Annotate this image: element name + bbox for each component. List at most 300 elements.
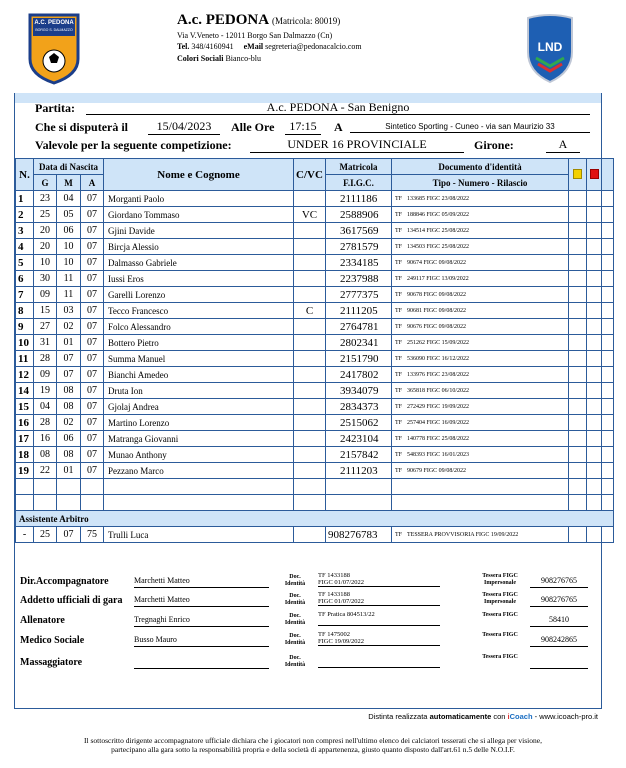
table-row xyxy=(16,335,614,351)
birth-year: 07 xyxy=(81,287,104,303)
table-row xyxy=(16,223,614,239)
red-card-cell xyxy=(587,367,602,383)
player-name: Garelli Lorenzo xyxy=(104,287,294,303)
distinta-mid: con xyxy=(493,712,506,721)
table-header-row xyxy=(16,159,614,175)
red-card-cell xyxy=(587,447,602,463)
empty-cell xyxy=(326,479,392,495)
staff-label: Addetto ufficiali di gara xyxy=(20,595,123,606)
player-name: Tecco Francesco xyxy=(104,303,294,319)
col-yellow xyxy=(569,159,587,191)
birth-year: 07 xyxy=(81,431,104,447)
empty-cell xyxy=(392,495,569,511)
table-row xyxy=(16,399,614,415)
birth-day: 16 xyxy=(34,431,57,447)
player-name: Giordano Tommaso xyxy=(104,207,294,223)
doc-value: 251262 FIGC 15/09/2022 xyxy=(407,339,470,346)
doc-value: 90674 FIGC 09/08/2022 xyxy=(407,259,467,266)
birth-year: 07 xyxy=(81,463,104,479)
birth-year: 07 xyxy=(81,239,104,255)
doc-value: 257404 FIGC 16/09/2022 xyxy=(407,419,470,426)
birth-day: 28 xyxy=(34,351,57,367)
table-row xyxy=(16,463,614,479)
lnd-text: LND xyxy=(537,40,563,54)
player-cvc xyxy=(294,335,326,351)
birth-day: 08 xyxy=(34,447,57,463)
club-name xyxy=(177,12,340,29)
birth-year: 07 xyxy=(81,399,104,415)
doc-type: TF xyxy=(395,291,403,298)
red-card-cell xyxy=(587,271,602,287)
player-matricola: 2423104 xyxy=(326,431,392,447)
doc-type: TF xyxy=(395,371,403,378)
arbitro-m: 07 xyxy=(57,527,81,543)
birth-year: 07 xyxy=(81,207,104,223)
player-document xyxy=(392,351,569,367)
player-document xyxy=(392,223,569,239)
player-matricola: 2237988 xyxy=(326,271,392,287)
col-g: G xyxy=(34,175,57,191)
player-name: Summa Manuel xyxy=(104,351,294,367)
birth-month: 06 xyxy=(57,431,81,447)
player-number: 12 xyxy=(16,367,34,383)
player-cvc xyxy=(294,319,326,335)
player-cvc xyxy=(294,367,326,383)
table-row xyxy=(16,431,614,447)
extra-cell xyxy=(602,335,614,351)
email-value: segreteria@pedonacalcio.com xyxy=(265,42,362,51)
col-figc: F.I.G.C. xyxy=(326,175,392,191)
tessera-value xyxy=(530,657,588,669)
doc-value: 536090 FIGC 16/12/2022 xyxy=(407,355,470,362)
girone-label: Girone: xyxy=(474,138,514,152)
player-cvc xyxy=(294,383,326,399)
girone-value: A xyxy=(546,137,580,153)
arbitro-doc-value: TESSERA PROVVISORIA FIGC 19/09/2022 xyxy=(407,531,519,538)
birth-day: 20 xyxy=(34,239,57,255)
empty-cell xyxy=(602,495,614,511)
table-row xyxy=(16,239,614,255)
birth-day: 31 xyxy=(34,335,57,351)
birth-month: 10 xyxy=(57,255,81,271)
table-row xyxy=(16,447,614,463)
tessera-label: Tessera FIGC Impersonale xyxy=(482,573,518,586)
extra-cell xyxy=(602,367,614,383)
yellow-card-cell xyxy=(569,207,587,223)
staff-doc-line1: TF 1475002 xyxy=(318,631,350,638)
player-cvc xyxy=(294,239,326,255)
yellow-card-cell xyxy=(569,255,587,271)
player-matricola: 2515062 xyxy=(326,415,392,431)
doc-value: 188846 FIGC 05/09/2022 xyxy=(407,211,470,218)
extra-cell xyxy=(602,271,614,287)
tessera-value: 58410 xyxy=(530,615,588,627)
red-card-cell xyxy=(587,431,602,447)
table-row xyxy=(16,319,614,335)
player-number: 11 xyxy=(16,351,34,367)
time-value: 17:15 xyxy=(285,119,321,135)
birth-month: 08 xyxy=(57,399,81,415)
doc-value: 90679 FIGC 09/08/2022 xyxy=(407,467,467,474)
player-number: 15 xyxy=(16,399,34,415)
icoach-i: i xyxy=(507,712,510,721)
player-rows xyxy=(16,191,614,479)
empty-cell xyxy=(587,479,602,495)
staff-doc-line1: TF Pratica 804513/22 xyxy=(318,611,375,618)
doc-value: 90678 FIGC 09/08/2022 xyxy=(407,291,467,298)
player-document xyxy=(392,287,569,303)
distinta-suffix: - www.icoach-pro.it xyxy=(534,712,598,721)
birth-day: 09 xyxy=(34,367,57,383)
birth-day: 15 xyxy=(34,303,57,319)
player-number: 14 xyxy=(16,383,34,399)
tessera-value: 908242865 xyxy=(530,635,588,647)
player-cvc xyxy=(294,191,326,207)
empty-cell xyxy=(16,495,34,511)
player-cvc: C xyxy=(294,303,326,319)
extra-cell xyxy=(602,287,614,303)
doc-type: TF xyxy=(395,419,403,426)
player-number: 1 xyxy=(16,191,34,207)
tessera-label: Tessera FIGC xyxy=(482,632,518,638)
player-matricola: 2417802 xyxy=(326,367,392,383)
player-cvc xyxy=(294,447,326,463)
table-row xyxy=(16,367,614,383)
col-doc: Documento d'identità xyxy=(392,159,569,175)
doc-type: TF xyxy=(395,259,403,266)
birth-day: 30 xyxy=(34,271,57,287)
arbitro-doc-type: TF xyxy=(395,531,403,538)
birth-year: 07 xyxy=(81,335,104,351)
player-matricola: 2151790 xyxy=(326,351,392,367)
staff-name: Marchetti Matteo xyxy=(134,595,269,607)
doc-type: TF xyxy=(395,355,403,362)
birth-day: 27 xyxy=(34,319,57,335)
tessera-value: 908276765 xyxy=(530,595,588,607)
player-matricola: 2834373 xyxy=(326,399,392,415)
col-doc-sub: Tipo - Numero - Rilascio xyxy=(392,175,569,191)
yellow-card-cell xyxy=(569,287,587,303)
empty-cell xyxy=(34,495,57,511)
birth-month: 11 xyxy=(57,287,81,303)
red-card-cell xyxy=(587,319,602,335)
red-card-icon xyxy=(590,169,599,179)
player-document xyxy=(392,303,569,319)
birth-month: 08 xyxy=(57,447,81,463)
col-a: A xyxy=(81,175,104,191)
icoach-brand xyxy=(508,712,533,721)
yellow-card-cell xyxy=(569,223,587,239)
red-card-cell xyxy=(587,415,602,431)
player-document xyxy=(392,463,569,479)
player-name: Bianchi Amedeo xyxy=(104,367,294,383)
player-document xyxy=(392,335,569,351)
arbitro-red xyxy=(587,527,602,543)
staff-doc-line2: FIGC 01/07/2022 xyxy=(318,598,440,606)
birth-month: 02 xyxy=(57,415,81,431)
player-matricola: 2111186 xyxy=(326,191,392,207)
birth-year: 07 xyxy=(81,383,104,399)
arbitro-yellow xyxy=(569,527,587,543)
extra-cell xyxy=(602,319,614,335)
club-contacts xyxy=(177,42,362,51)
empty-cell xyxy=(294,495,326,511)
red-card-cell xyxy=(587,223,602,239)
extra-cell xyxy=(602,447,614,463)
player-cvc: VC xyxy=(294,207,326,223)
player-cvc xyxy=(294,431,326,447)
staff-label: Massaggiatore xyxy=(20,657,83,668)
footer-line1: Il sottoscritto dirigente accompagnatore ufficiale dichiara che i giocatori non compresi nell'ultimo elenco dei calciatori tesserati che si allega per visione, xyxy=(84,736,542,745)
yellow-card-cell xyxy=(569,463,587,479)
player-matricola: 2588906 xyxy=(326,207,392,223)
player-number: 8 xyxy=(16,303,34,319)
arbitro-mat: 908276783 xyxy=(326,527,392,543)
player-name: Matranga Giovanni xyxy=(104,431,294,447)
doc-identita-label: Doc. Identità xyxy=(284,593,306,606)
birth-year: 07 xyxy=(81,367,104,383)
time-label: Alle Ore xyxy=(231,120,275,134)
logo-text: A.C. PEDONA xyxy=(34,20,74,26)
distinta-credit xyxy=(368,712,598,721)
col-matricola: Matricola xyxy=(326,159,392,175)
lnd-logo xyxy=(522,14,578,84)
player-name: Dalmasso Gabriele xyxy=(104,255,294,271)
extra-cell xyxy=(602,463,614,479)
player-cvc xyxy=(294,399,326,415)
empty-cell xyxy=(104,479,294,495)
player-number: 17 xyxy=(16,431,34,447)
col-m: M xyxy=(57,175,81,191)
arbitro-n: - xyxy=(16,527,34,543)
table-row xyxy=(16,191,614,207)
player-document xyxy=(392,319,569,335)
doc-value: 249117 FIGC 13/09/2022 xyxy=(407,275,469,282)
player-matricola: 2111203 xyxy=(326,463,392,479)
birth-month: 08 xyxy=(57,383,81,399)
empty-cell xyxy=(57,479,81,495)
table-row xyxy=(16,255,614,271)
empty-cell xyxy=(34,479,57,495)
doc-type: TF xyxy=(395,275,403,282)
birth-year: 07 xyxy=(81,191,104,207)
tel-label: Tel. xyxy=(177,42,190,51)
tessera-label: Tessera FIGC xyxy=(482,654,518,660)
player-number: 9 xyxy=(16,319,34,335)
distinta-bold: automaticamente xyxy=(429,712,492,721)
empty-row xyxy=(16,495,614,511)
red-card-cell xyxy=(587,207,602,223)
player-matricola: 2802341 xyxy=(326,335,392,351)
col-name: Nome e Cognome xyxy=(104,159,294,191)
player-number: 4 xyxy=(16,239,34,255)
yellow-card-cell xyxy=(569,447,587,463)
club-matricola: (Matricola: 80019) xyxy=(272,16,341,26)
doc-type: TF xyxy=(395,339,403,346)
yellow-card-cell xyxy=(569,271,587,287)
player-document xyxy=(392,383,569,399)
empty-cell xyxy=(294,479,326,495)
player-cvc xyxy=(294,415,326,431)
empty-row xyxy=(16,479,614,495)
player-number: 5 xyxy=(16,255,34,271)
player-matricola: 2781579 xyxy=(326,239,392,255)
player-name: Gjolaj Andrea xyxy=(104,399,294,415)
birth-month: 04 xyxy=(57,191,81,207)
birth-day: 04 xyxy=(34,399,57,415)
staff-name: Tregnaghi Enrico xyxy=(134,615,269,627)
extra-cell xyxy=(602,431,614,447)
yellow-card-cell xyxy=(569,303,587,319)
table-row xyxy=(16,271,614,287)
player-matricola: 2157842 xyxy=(326,447,392,463)
empty-rows xyxy=(16,479,614,511)
player-cvc xyxy=(294,255,326,271)
birth-month: 07 xyxy=(57,367,81,383)
doc-type: TF xyxy=(395,227,403,234)
birth-month: 03 xyxy=(57,303,81,319)
arbitro-cvc xyxy=(294,527,326,543)
birth-month: 01 xyxy=(57,335,81,351)
empty-cell xyxy=(104,495,294,511)
doc-type: TF xyxy=(395,243,403,250)
doc-type: TF xyxy=(395,323,403,330)
doc-value: 90681 FIGC 09/08/2022 xyxy=(407,307,467,314)
col-cvc: C/VC xyxy=(294,159,326,191)
red-card-cell xyxy=(587,239,602,255)
club-logo xyxy=(26,13,82,85)
player-number: 19 xyxy=(16,463,34,479)
player-number: 10 xyxy=(16,335,34,351)
birth-day: 25 xyxy=(34,207,57,223)
birth-day: 09 xyxy=(34,287,57,303)
distinta-prefix: Distinta realizzata xyxy=(368,712,428,721)
player-number: 2 xyxy=(16,207,34,223)
tel-value: 348/4160941 xyxy=(191,42,234,51)
table-row xyxy=(16,415,614,431)
arbitro-header-row xyxy=(16,511,614,527)
birth-year: 07 xyxy=(81,271,104,287)
red-card-cell xyxy=(587,287,602,303)
player-document xyxy=(392,271,569,287)
venue-label: A xyxy=(334,120,343,134)
doc-value: 134514 FIGC 25/08/2022 xyxy=(407,227,470,234)
red-card-cell xyxy=(587,335,602,351)
player-document xyxy=(392,399,569,415)
red-card-cell xyxy=(587,383,602,399)
yellow-card-cell xyxy=(569,399,587,415)
date-value: 15/04/2023 xyxy=(148,119,220,135)
staff-doc-line2: FIGC 01/07/2022 xyxy=(318,579,440,587)
birth-year: 07 xyxy=(81,415,104,431)
email-label: eMail xyxy=(243,42,264,51)
empty-cell xyxy=(326,495,392,511)
colors-label: Colori Sociali xyxy=(177,54,224,63)
yellow-card-cell xyxy=(569,351,587,367)
player-matricola: 3934079 xyxy=(326,383,392,399)
extra-cell xyxy=(602,207,614,223)
empty-cell xyxy=(392,479,569,495)
doc-type: TF xyxy=(395,387,403,394)
extra-cell xyxy=(602,415,614,431)
yellow-card-cell xyxy=(569,431,587,447)
doc-identita-label: Doc. Identità xyxy=(284,655,306,668)
doc-type: TF xyxy=(395,451,403,458)
arbitro-a: 75 xyxy=(81,527,104,543)
table-row xyxy=(16,303,614,319)
logo-subtext: BORGO S. DALMAZZO xyxy=(35,28,73,32)
arbitro-name: Trulli Luca xyxy=(104,527,294,543)
player-matricola: 2764781 xyxy=(326,319,392,335)
player-cvc xyxy=(294,287,326,303)
arbitro-row xyxy=(16,527,614,543)
doc-value: 272429 FIGC 19/09/2022 xyxy=(407,403,470,410)
birth-month: 05 xyxy=(57,207,81,223)
footer-line2: partecipano alla gara sotto la responsabilità propria e della società di appartenenza, giusto quanto disposto dall'art.61 n.5 delle N.O.I.F. xyxy=(111,745,515,754)
col-birth: Data di Nascita xyxy=(34,159,104,175)
doc-value: 134503 FIGC 25/08/2022 xyxy=(407,243,470,250)
yellow-card-cell xyxy=(569,383,587,399)
player-name: Gjini Davide xyxy=(104,223,294,239)
staff-name: Busso Mauro xyxy=(134,635,269,647)
extra-cell xyxy=(602,351,614,367)
table-row xyxy=(16,351,614,367)
staff-doc-line2: FIGC 19/09/2022 xyxy=(318,638,440,646)
birth-year: 07 xyxy=(81,447,104,463)
player-name: Bottero Pietro xyxy=(104,335,294,351)
doc-type: TF xyxy=(395,211,403,218)
yellow-card-icon xyxy=(573,169,582,179)
doc-value: 133976 FIGC 23/08/2022 xyxy=(407,371,470,378)
yellow-card-cell xyxy=(569,335,587,351)
yellow-card-cell xyxy=(569,191,587,207)
birth-day: 28 xyxy=(34,415,57,431)
player-document xyxy=(392,415,569,431)
extra-cell xyxy=(602,223,614,239)
partita-label: Partita: xyxy=(35,101,75,115)
yellow-card-cell xyxy=(569,239,587,255)
club-address: Via V.Veneto - 12011 Borgo San Dalmazzo (Cn) xyxy=(177,31,333,40)
doc-type: TF xyxy=(395,403,403,410)
staff-doc-line2 xyxy=(318,660,440,668)
empty-cell xyxy=(81,479,104,495)
empty-cell xyxy=(587,495,602,511)
col-n: N. xyxy=(16,159,34,191)
birth-year: 07 xyxy=(81,223,104,239)
birth-day: 22 xyxy=(34,463,57,479)
doc-type: TF xyxy=(395,435,403,442)
player-name: Iussi Eros xyxy=(104,271,294,287)
birth-month: 07 xyxy=(57,351,81,367)
extra-cell xyxy=(602,383,614,399)
competition-value: UNDER 16 PROVINCIALE xyxy=(250,137,464,153)
birth-day: 19 xyxy=(34,383,57,399)
birth-month: 01 xyxy=(57,463,81,479)
date-label: Che si disputerà il xyxy=(35,120,129,134)
empty-cell xyxy=(81,495,104,511)
yellow-card-cell xyxy=(569,415,587,431)
venue-value: Sintetico Sporting - Cuneo - via san Maurizio 33 xyxy=(350,122,590,133)
yellow-card-cell xyxy=(569,367,587,383)
staff-doc-line1: TF 1433188 xyxy=(318,572,350,579)
doc-identita-label: Doc. Identità xyxy=(284,613,306,626)
doc-identita-label: Doc. Identità xyxy=(284,633,306,646)
staff-doc-line1: TF 1433188 xyxy=(318,591,350,598)
tessera-label: Tessera FIGC Impersonale xyxy=(482,592,518,605)
extra-cell xyxy=(602,255,614,271)
red-card-cell xyxy=(587,463,602,479)
staff-label: Dir.Accompagnatore xyxy=(20,576,109,587)
